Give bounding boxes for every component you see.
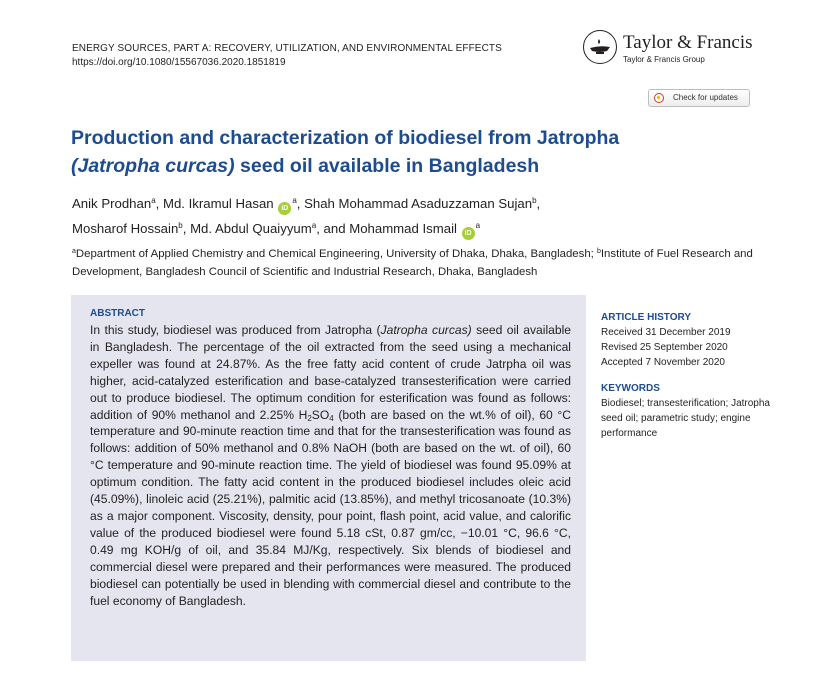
crossmark-icon: [654, 93, 664, 103]
publisher-group: Taylor & Francis Group: [623, 55, 705, 64]
publisher-brand: Taylor & Francis: [623, 32, 753, 53]
title-line-1: Production and characterization of biodiesel from Jatropha: [71, 127, 620, 149]
affiliation-marker: a: [475, 221, 481, 230]
check-updates-button[interactable]: [648, 89, 750, 107]
author-name[interactable]: Mosharof Hossain: [72, 221, 179, 236]
author-name[interactable]: Md. Abdul Quaiyyum: [190, 221, 312, 236]
keywords-section: [601, 382, 771, 441]
author-name[interactable]: Md. Ikramul Hasan: [162, 196, 274, 211]
oil-lamp-icon: [583, 30, 617, 64]
journal-name: ENERGY SOURCES, PART A: RECOVERY, UTILIZATION, AND ENVIRONMENTAL EFFECTS: [72, 43, 502, 54]
author-name[interactable]: Shah Mohammad Asaduzzaman Sujan: [304, 196, 533, 211]
keywords-heading: KEYWORDS: [601, 383, 660, 394]
abstract-box: [71, 295, 586, 661]
accepted-date: Accepted 7 November 2020: [601, 357, 725, 368]
affiliation-marker: b: [178, 221, 183, 230]
author-name[interactable]: Mohammad Ismail: [349, 221, 457, 236]
affiliation-marker: a: [311, 221, 317, 230]
history-heading: ARTICLE HISTORY: [601, 312, 692, 323]
check-updates-label: Check for updates: [673, 93, 738, 102]
article-history: [601, 311, 771, 370]
orcid-icon[interactable]: iD: [462, 227, 475, 240]
article-title: [71, 124, 771, 180]
author-name[interactable]: Anik Prodhan: [72, 196, 152, 211]
publisher-logo: [583, 30, 763, 70]
title-rest: seed oil available in Bangladesh: [234, 155, 540, 177]
received-date: Received 31 December 2019: [601, 327, 731, 338]
affiliation-marker: a: [151, 196, 156, 205]
author-list: Anik Prodhan$^a$, Md. Ikramul Hasan $iD^a$, Shah Mohammad Asaduzzaman Sujan$^b$, Mosharof Hossain$^b$, Md. Abdul Quaiyyum$^a$, and Mohammad Ismail $iD^a$: [72, 190, 772, 240]
affiliation-marker: a: [292, 196, 297, 205]
affiliation-marker: b: [532, 196, 537, 205]
doi-link[interactable]: https://doi.org/10.1080/15567036.2020.1851819: [72, 57, 286, 68]
keywords-text: Biodiesel; transesterification; Jatropha seed oil; parametric study; engine performance: [601, 398, 770, 439]
revised-date: Revised 25 September 2020: [601, 342, 728, 353]
affiliations: $^a$Department of Applied Chemistry and Chemical Engineering, University of Dhaka, Dhaka, Bangladesh; $^b$Institute of Fuel Research and Development, Bangladesh Council of Scientific and Industrial Research, Dhaka, Bangladesh: [72, 248, 753, 278]
title-species: (Jatropha curcas): [71, 155, 235, 177]
abstract-heading: ABSTRACT: [90, 308, 145, 319]
orcid-icon[interactable]: iD: [278, 202, 291, 215]
journal-header: [72, 42, 502, 70]
abstract-text: In this study, biodiesel was produced from Jatropha (Jatropha curcas) seed oil available in Bangladesh. The percentage of the oil extracted from the seed using a mechanical expeller was found at 24.87%. As the free fatty acid content of crude Jatrpha oil was higher, acid-catalyzed esterification and base-catalyzed transesterification were carried out to produce biodiesel. The optimum condition for esterification was found as follows: addition of 90% methanol and 2.25% $H_2SO_4$ (both are based on the wt.% of oil), 60 °C temperature and 90-minute reaction time and that for the transesterification was found as follows: addition of 50% methanol and 0.8% NaOH (both are based on the wt. of oil), 60 °C temperature and 90-minute reaction time. The yield of biodiesel was found 95.09% at optimum condition. The fatty acid content in the produced biodiesel includes oleic acid (45.09%), linoleic acid (25.21%), palmitic acid (13.85%), and methyl tricosanoate (10.3%) as a major component. Viscosity, density, pour point, flash point, acid value, and calorific value of the produced biodiesel were found 5.18 cSt, 0.87 gm/cc, −10.01 °C, 96.6 °C, 0.49 mg KOH/g of oil, and 35.84 MJ/Kg, respectively. Six blends of biodiesel and commercial diesel were prepared and their performances were measured. The produced biodiesel can potentially be used in blending with commercial diesel and contribute to the fuel economy of Bangladesh.: [90, 323, 571, 608]
